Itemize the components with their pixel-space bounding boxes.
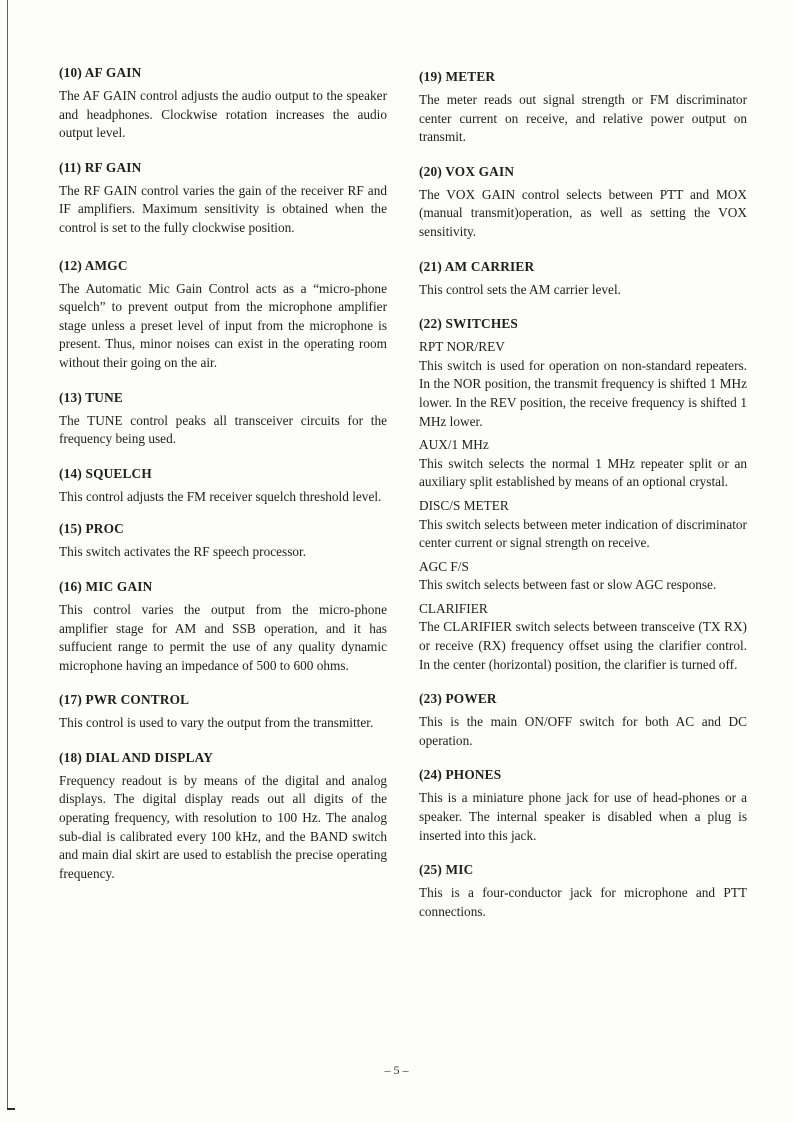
section-heading: (13) TUNE [59, 389, 123, 405]
section-heading: (25) MIC [419, 862, 474, 878]
switch-label: AUX/1 MHz [419, 437, 489, 453]
section-text: The meter reads out signal strength or FM discriminator center current on receive, and relative power output on transmit. [419, 92, 747, 145]
section-text: This switch activates the RF speech processor. [59, 544, 307, 560]
section-heading: (11) RF GAIN [59, 159, 142, 175]
section-heading: (22) SWITCHES [419, 316, 519, 332]
section-heading: (20) VOX GAIN [419, 163, 515, 179]
section-phones [419, 767, 747, 845]
section-pwr-control [59, 692, 387, 733]
section-text: This control varies the output from the micro-phone amplifier stage for AM and SSB operation, and it has suffucient range to permit the use of any quality dynamic microphone having an impedance of 500 to 600 ohms. [59, 601, 387, 673]
section-amgc [59, 258, 387, 373]
section-vox-gain [419, 164, 747, 242]
section-power [419, 691, 747, 750]
switch-text: This switch is used for operation on non-standard repeaters. In the NOR position, the transmit frequency is shifted 1 MHz lower. In the REV position, the receive frequency is shifted 1 MHz lower. [419, 357, 747, 429]
section-text: The RF GAIN control varies the gain of the receiver RF and IF amplifiers. Maximum sensitivity is obtained when the control is set to the fully clockwise position. [59, 182, 387, 235]
switch-agc-fs [419, 558, 747, 595]
section-heading: (23) POWER [419, 691, 497, 707]
section-meter [419, 69, 747, 147]
section-dial-display [59, 750, 387, 884]
section-tune [59, 390, 387, 449]
section-mic-gain [59, 579, 387, 675]
section-text: The VOX GAIN control selects between PTT and MOX (manual transmit)operation, as well as setting the VOX sensitivity. [419, 186, 747, 239]
section-text: Frequency readout is by means of the digital and analog displays. The digital display reads out all digits of the operating frequency, with resolution to 100 Hz. The analog sub-dial is calibrated every 100 kHz, and the BAND switch and main dial skirt are used to establish the precise operating frequency. [59, 772, 387, 881]
right-column [419, 69, 747, 936]
section-heading: (16) MIC GAIN [59, 578, 153, 594]
section-rf-gain [59, 160, 387, 238]
switch-label: RPT NOR/REV [419, 339, 505, 355]
section-text: This is a miniature phone jack for use of head-phones or a speaker. The internal speaker is disabled when a plug is inserted into this jack. [419, 790, 747, 843]
section-heading: (17) PWR CONTROL [59, 692, 190, 708]
section-text: This is the main ON/OFF switch for both AC and DC operation. [419, 714, 747, 748]
section-heading: (14) SQUELCH [59, 465, 152, 481]
section-text: This control is used to vary the output from the transmitter. [59, 715, 374, 731]
section-text: This control adjusts the FM receiver squelch threshold level. [59, 488, 382, 504]
switch-text: The CLARIFIER switch selects between transceive (TX RX) or receive (RX) frequency offset using the clarifier control. In the center (horizontal) position, the clarifier is turned off. [419, 619, 747, 672]
section-text: This control sets the AM carrier level. [419, 281, 621, 297]
section-heading: (19) METER [419, 69, 496, 84]
section-switches [419, 316, 747, 674]
switch-label: DISC/S METER [419, 497, 509, 513]
section-proc [59, 521, 387, 562]
section-text: The TUNE control peaks all transceiver circuits for the frequency being used. [59, 412, 387, 447]
section-heading: (21) AM CARRIER [419, 258, 535, 274]
section-squelch [59, 466, 387, 507]
switch-label: AGC F/S [419, 558, 469, 574]
switch-text: This switch selects the normal 1 MHz repeater split or an auxiliary split established by means of an optional crystal. [419, 455, 747, 490]
section-text: The AF GAIN control adjusts the audio output to the speaker and headphones. Clockwise rotation increases the audio output level. [59, 88, 387, 141]
binding-edge-line [7, 0, 8, 1110]
section-heading: (10) AF GAIN [59, 65, 142, 80]
page-number: – 5 – [384, 1063, 409, 1077]
switch-rpt-nor-rev [419, 338, 747, 431]
section-heading: (12) AMGC [59, 257, 128, 273]
switch-aux-1mhz [419, 436, 747, 492]
binding-edge-foot [7, 1108, 15, 1110]
section-text: This is a four-conductor jack for microphone and PTT connections. [419, 885, 747, 919]
section-text: The Automatic Mic Gain Control acts as a “micro-phone squelch” to prevent output from the microphone amplifier stage unless a preset level of input from the microphone is present. Thus, minor noises can exist in the operating room without their going on the air. [59, 280, 387, 370]
left-column [59, 65, 387, 898]
section-af-gain [59, 65, 387, 143]
switch-text: This switch selects between fast or slow AGC response. [419, 577, 717, 593]
section-mic [419, 862, 747, 921]
section-heading: (18) DIAL AND DISPLAY [59, 749, 214, 765]
section-heading: (15) PROC [59, 521, 124, 537]
switch-label: CLARIFIER [419, 600, 488, 616]
switch-clarifier [419, 600, 747, 674]
switch-disc-s-meter [419, 497, 747, 553]
section-heading: (24) PHONES [419, 767, 502, 783]
section-am-carrier [419, 259, 747, 300]
switch-text: This switch selects between meter indication of discriminator center current or signal strength on receive. [419, 516, 747, 551]
